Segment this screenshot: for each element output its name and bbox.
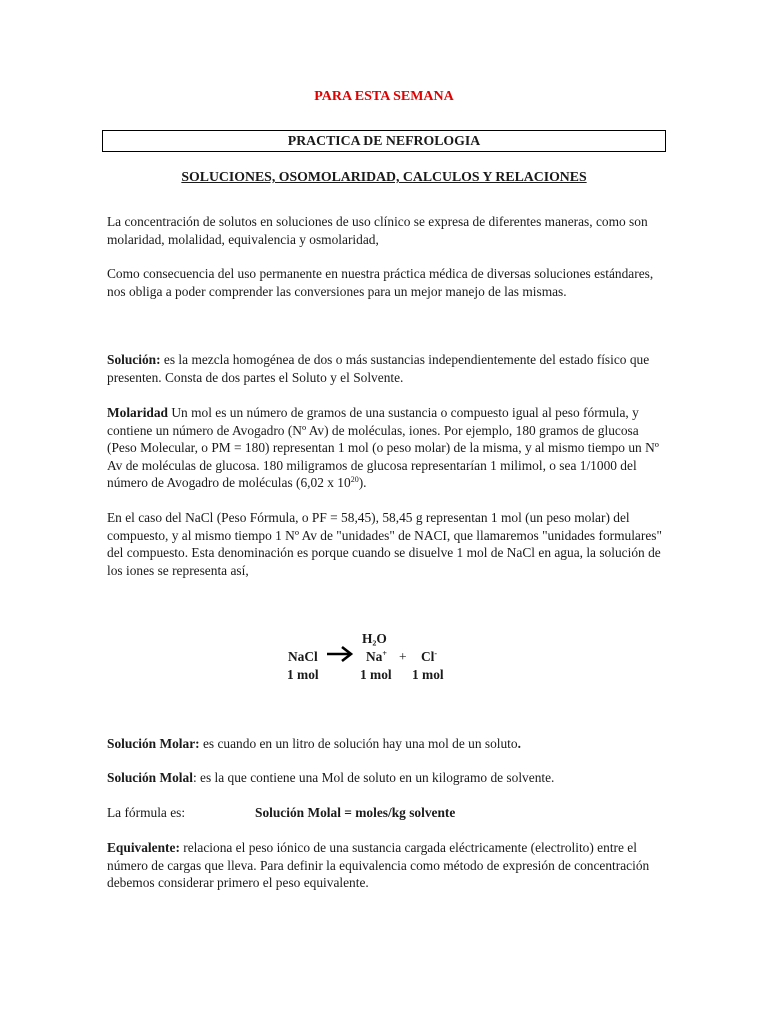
equivalente-definition — [107, 839, 667, 892]
subtitle: SOLUCIONES, OSOMOLARIDAD, CALCULOS Y RELACIONES — [181, 169, 587, 184]
solucion-term: Solución: — [107, 352, 161, 367]
reactant-label: NaCl — [288, 649, 318, 664]
molaridad-end: ). — [358, 475, 367, 491]
equivalente-text: relaciona el peso iónico de una sustancia cargada eléctricamente (electrolito) entre el número de cargas que lleva. Para definir la equivalencia como método de expresión de concentración debemos considerar primero el peso equivalente. — [107, 840, 650, 891]
molal-term: Solución Molal — [107, 770, 193, 785]
chloride-quantity: 1 mol — [412, 667, 444, 682]
reaction-arrow-icon — [326, 645, 354, 668]
formula-label: La fórmula es: — [107, 805, 186, 820]
molar-term: Solución Molar: — [107, 736, 200, 751]
sodium-quantity: 1 mol — [360, 667, 392, 682]
nacl-paragraph — [107, 509, 667, 579]
product-sodium — [366, 648, 387, 666]
product-sodium-charge: + — [382, 649, 387, 658]
solucion-molal-definition — [107, 769, 667, 787]
molar-text: es cuando en un litro de solución hay una mol de un soluto — [199, 736, 518, 751]
product-sodium-symbol: Na — [366, 649, 383, 664]
intro-text-1: La concentración de solutos en soluciones de uso clínico se expresa de diferentes maneras, como son molaridad, molalidad, equivalencia y osmolaridad, — [107, 214, 648, 247]
reactant-quantity: 1 mol — [287, 667, 319, 682]
molaridad-exponent: 20 — [350, 475, 359, 485]
intro-paragraph-1 — [107, 213, 667, 248]
formula-value: Solución Molal = moles/kg solvente — [255, 805, 456, 820]
molar-end: . — [517, 736, 521, 751]
product-chloride-charge: - — [434, 649, 438, 658]
practice-title-box: PRACTICA DE NEFROLOGIA — [102, 130, 666, 152]
intro-paragraph-2 — [107, 265, 667, 300]
product-chloride-symbol: Cl — [421, 649, 435, 664]
molaridad-term: Molaridad — [107, 405, 169, 420]
molaridad-text: Un mol es un número de gramos de una sustancia o compuesto igual al peso fórmula, y contiene un número de Avogadro (Nº Av) de moléculas, iones. Por ejemplo, 180 gramos de glucosa (Peso Molecular, o PM = 180) representan 1 mol (o peso molar) de la misma, y al mismo tiempo un Nº Av de moléculas de glucosa. 180 miligramos de glucosa representarían 1 milimol, o sea 1/1000 del número de Avogadro de moléculas (6,02 x 10 — [107, 405, 659, 491]
molaridad-definition — [107, 404, 667, 492]
intro-text-2: Como consecuencia del uso permanente en nuestra práctica médica de diversas soluciones estándares, nos obliga a poder comprender las conversiones para un mejor manejo de las mismas. — [107, 266, 654, 299]
solucion-molar-definition — [107, 735, 667, 753]
molal-text: : es la que contiene una Mol de soluto en un kilogramo de solvente. — [192, 770, 555, 785]
solvent-label: H₂O — [362, 631, 387, 646]
solucion-definition — [107, 351, 667, 386]
solucion-text: es la mezcla homogénea de dos o más sustancias independientemente del estado físico que presenten. Consta de dos partes el Soluto y el Solvente. — [107, 352, 650, 385]
product-chloride — [421, 648, 437, 666]
plus-sign: + — [399, 649, 407, 664]
nacl-text: En el caso del NaCl (Peso Fórmula, o PF = 58,45), 58,45 g representan 1 mol (un peso molar) del compuesto, y al mismo tiempo 1 Nº Av de "unidades" de NACI, que llamaremos "unidades formulares" del compuesto. Esta denominación es porque cuando se disuelve 1 mol de NaCl en agua, la solución de los iones se representa así, — [107, 510, 662, 578]
week-title: PARA ESTA SEMANA — [314, 89, 454, 104]
equivalente-term: Equivalente: — [107, 840, 180, 855]
